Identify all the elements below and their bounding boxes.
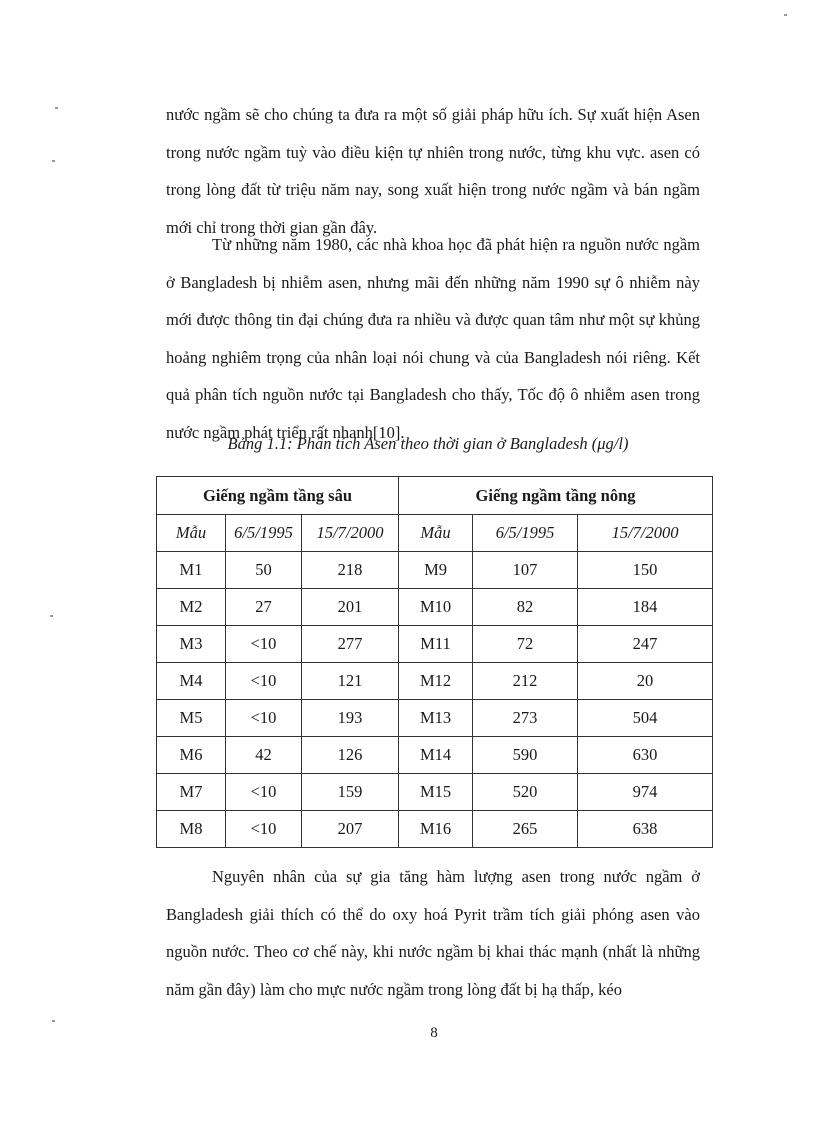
scan-speck: [784, 14, 787, 16]
table-cell: 265: [473, 811, 578, 848]
table-cell: 184: [578, 589, 713, 626]
table-cell: <10: [226, 626, 302, 663]
paragraph-3: Nguyên nhân của sự gia tăng hàm lượng asen trong nước ngầm ở Bangladesh giải thích có thể do oxy hoá Pyrit trầm tích giải phóng asen vào nguồn nước. Theo cơ chế này, khi nước ngầm bị khai thác mạnh (nhất là những năm gần đây) làm cho mực nước ngầm trong lòng đất bị hạ thấp, kéo: [166, 867, 700, 999]
table-cell: M2: [157, 589, 226, 626]
table-cell: M11: [399, 626, 473, 663]
table-cell: 218: [302, 552, 399, 589]
table-cell: 201: [302, 589, 399, 626]
table-cell: M16: [399, 811, 473, 848]
scan-speck: [50, 615, 53, 617]
table-cell: 20: [578, 663, 713, 700]
sub-header-cell: 15/7/2000: [578, 515, 713, 552]
table-row: [157, 626, 713, 663]
table-cell: 520: [473, 774, 578, 811]
table-cell: M3: [157, 626, 226, 663]
table-cell: M12: [399, 663, 473, 700]
table-cell: <10: [226, 663, 302, 700]
table-cell: 630: [578, 737, 713, 774]
scan-speck: [52, 160, 55, 162]
table-cell: 27: [226, 589, 302, 626]
table-row: [157, 663, 713, 700]
table-caption: Bảng 1.1: Phân tích Asen theo thời gian ở Bangladesh (μg/l): [227, 434, 629, 453]
scan-speck: [55, 107, 58, 109]
table-body: [157, 552, 713, 848]
table-cell: 247: [578, 626, 713, 663]
table-cell: <10: [226, 811, 302, 848]
table-cell: M14: [399, 737, 473, 774]
table-row: [157, 552, 713, 589]
sub-header-cell: Mẫu: [157, 515, 226, 552]
table-cell: 121: [302, 663, 399, 700]
sub-header-cell: 6/5/1995: [226, 515, 302, 552]
table-cell: M9: [399, 552, 473, 589]
table-cell: 50: [226, 552, 302, 589]
table-cell: 126: [302, 737, 399, 774]
table-cell: M5: [157, 700, 226, 737]
table-cell: M4: [157, 663, 226, 700]
table-cell: M1: [157, 552, 226, 589]
table-cell: 150: [578, 552, 713, 589]
table-row: [157, 700, 713, 737]
table-cell: 159: [302, 774, 399, 811]
table-cell: M15: [399, 774, 473, 811]
table-cell: 212: [473, 663, 578, 700]
table-cell: 273: [473, 700, 578, 737]
table-cell: M7: [157, 774, 226, 811]
table-cell: <10: [226, 774, 302, 811]
page-number: 8: [430, 1025, 438, 1041]
table-sub-header-row: [157, 515, 713, 552]
table-cell: 277: [302, 626, 399, 663]
table-group-header-row: [157, 477, 713, 515]
scan-speck: [52, 1020, 55, 1022]
table-cell: 638: [578, 811, 713, 848]
table-cell: 72: [473, 626, 578, 663]
group-header-shallow-wells: Giếng ngầm tầng nông: [399, 477, 713, 515]
sub-header-cell: Mẫu: [399, 515, 473, 552]
table-row: [157, 589, 713, 626]
table-cell: 107: [473, 552, 578, 589]
table-cell: 82: [473, 589, 578, 626]
table-cell: <10: [226, 700, 302, 737]
table-cell: 974: [578, 774, 713, 811]
paragraph-2: Từ những năm 1980, các nhà khoa học đã phát hiện ra nguồn nước ngầm ở Bangladesh bị nhiễm asen, nhưng mãi đến những năm 1990 sự ô nhiễm này mới được thông tin đại chúng đưa ra nhiều và được quan tâm như một sự khủng hoảng nghiêm trọng của nhân loại nói chung và của Bangladesh nói riêng. Kết quả phân tích nguồn nước tại Bangladesh cho thấy, Tốc độ ô nhiễm asen trong nước ngầm phát triển rất nhanh[10].: [166, 235, 700, 442]
arsenic-table: [156, 476, 713, 848]
table-cell: M8: [157, 811, 226, 848]
table-cell: 590: [473, 737, 578, 774]
table-row: [157, 774, 713, 811]
table-cell: M13: [399, 700, 473, 737]
table-cell: 207: [302, 811, 399, 848]
table-row: [157, 811, 713, 848]
table-cell: 42: [226, 737, 302, 774]
table-cell: 504: [578, 700, 713, 737]
paragraph-1: nước ngầm sẽ cho chúng ta đưa ra một số giải pháp hữu ích. Sự xuất hiện Asen trong nước ngầm tuỳ vào điều kiện tự nhiên trong nước, từng khu vực. asen có trong lòng đất từ triệu năm nay, song xuất hiện trong nước ngầm và bán ngầm mới chỉ trong thời gian gần đây.: [166, 105, 700, 237]
table-cell: M6: [157, 737, 226, 774]
group-header-deep-wells: Giếng ngầm tầng sâu: [157, 477, 399, 515]
sub-header-cell: 15/7/2000: [302, 515, 399, 552]
table-row: [157, 737, 713, 774]
table-cell: M10: [399, 589, 473, 626]
table-cell: 193: [302, 700, 399, 737]
sub-header-cell: 6/5/1995: [473, 515, 578, 552]
